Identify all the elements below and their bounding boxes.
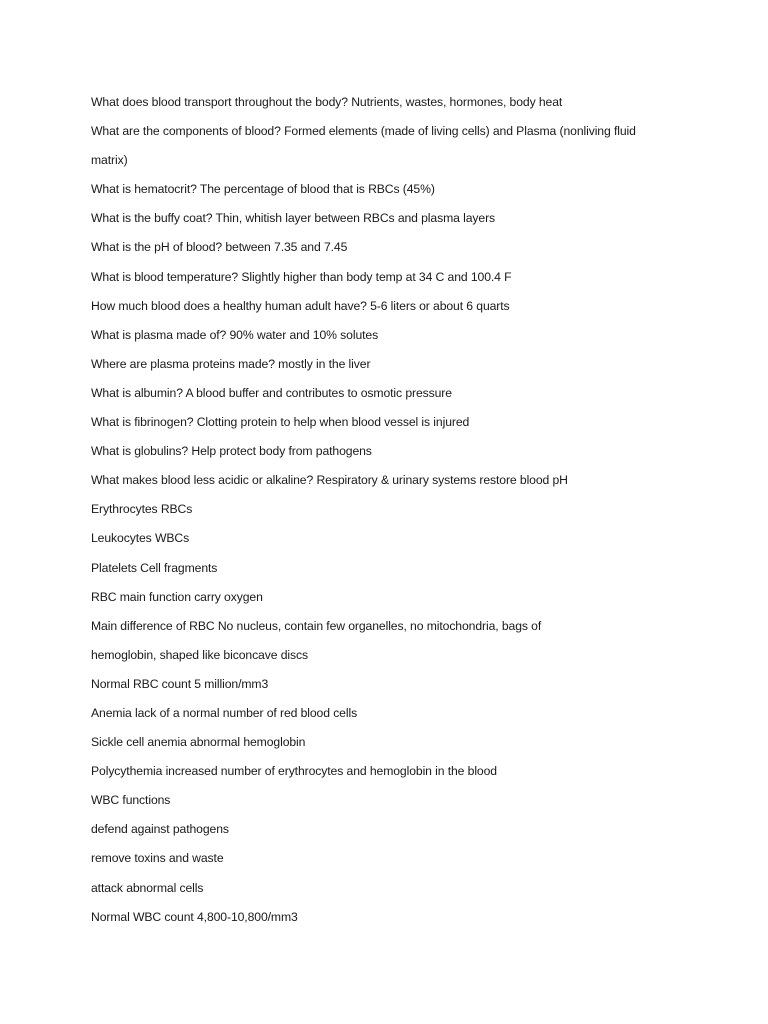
text-line: Sickle cell anemia abnormal hemoglobin bbox=[91, 735, 306, 750]
text-line: What is hematocrit? The percentage of blood that is RBCs (45%) bbox=[91, 182, 435, 197]
text-line: WBC functions bbox=[91, 793, 171, 808]
text-line: hemoglobin, shaped like biconcave discs bbox=[91, 647, 308, 662]
text-line: attack abnormal cells bbox=[91, 880, 204, 895]
text-line: Platelets Cell fragments bbox=[91, 560, 218, 575]
text-line: What are the components of blood? Formed elements (made of living cells) and Plasma (nonliving fluid bbox=[91, 124, 636, 139]
text-line: RBC main function carry oxygen bbox=[91, 589, 263, 604]
text-line: How much blood does a healthy human adult have? 5-6 liters or about 6 quarts bbox=[91, 298, 510, 313]
text-line: Where are plasma proteins made? mostly in the liver bbox=[91, 356, 371, 371]
text-line: What is plasma made of? 90% water and 10% solutes bbox=[91, 327, 379, 342]
text-line: Main difference of RBC No nucleus, contain few organelles, no mitochondria, bags of bbox=[91, 618, 542, 633]
text-line: What is fibrinogen? Clotting protein to help when blood vessel is injured bbox=[91, 415, 470, 430]
document-body bbox=[91, 88, 691, 932]
text-line: Polycythemia increased number of erythrocytes and hemoglobin in the blood bbox=[91, 764, 497, 779]
text-line: What is the pH of blood? between 7.35 and 7.45 bbox=[91, 240, 348, 255]
text-line: Normal RBC count 5 million/mm3 bbox=[91, 676, 269, 691]
text-line: What makes blood less acidic or alkaline? Respiratory & urinary systems restore blood pH bbox=[91, 473, 568, 488]
text-line: What is globulins? Help protect body from pathogens bbox=[91, 444, 372, 459]
text-line: Normal WBC count 4,800-10,800/mm3 bbox=[91, 909, 298, 924]
text-line: remove toxins and waste bbox=[91, 851, 224, 866]
text-line: Erythrocytes RBCs bbox=[91, 502, 193, 517]
text-line: What does blood transport throughout the body? Nutrients, wastes, hormones, body heat bbox=[91, 95, 563, 109]
text-line: What is the buffy coat? Thin, whitish layer between RBCs and plasma layers bbox=[91, 211, 496, 226]
text-line: What is albumin? A blood buffer and contributes to osmotic pressure bbox=[91, 385, 452, 400]
text-line: Anemia lack of a normal number of red blood cells bbox=[91, 705, 358, 720]
text-line: matrix) bbox=[91, 153, 128, 168]
text-line: What is blood temperature? Slightly higher than body temp at 34 C and 100.4 F bbox=[91, 269, 512, 284]
text-line: Leukocytes WBCs bbox=[91, 531, 190, 546]
text-line: defend against pathogens bbox=[91, 822, 229, 837]
